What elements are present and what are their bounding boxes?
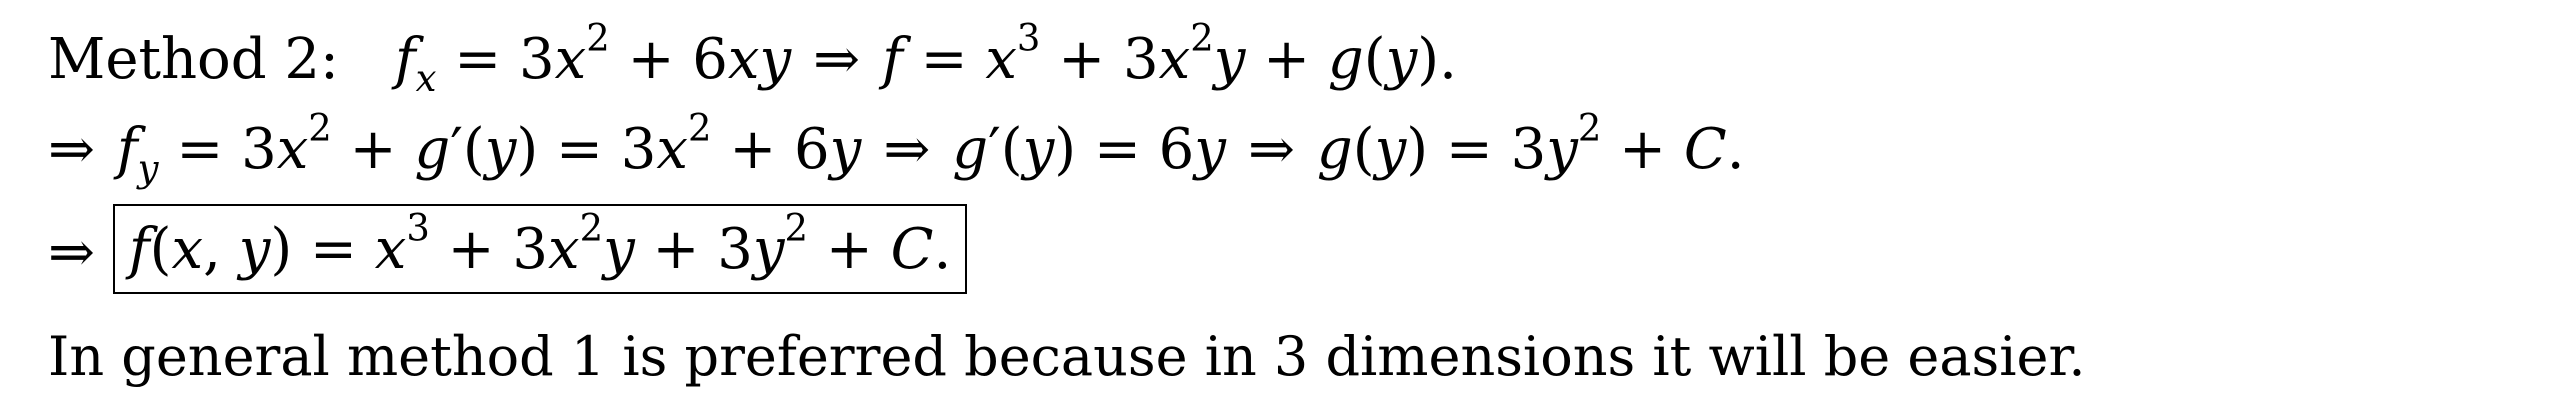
equation-gprime: g′(y) = 6y: [952, 117, 1226, 182]
line-result: [48, 206, 967, 294]
line-method-2: [48, 16, 1457, 100]
boxed-result: f(x, $y) = x^3 + 3x^2y + 3y^2 + C$.: [113, 204, 967, 294]
equation-f: $f = x^3 + 3x^2y + g(y)$.: [882, 16, 1457, 92]
implies-arrow: ⇒: [1247, 117, 1295, 182]
implies-arrow: ⇒: [48, 220, 95, 285]
conclusion-text: In general method 1 is preferred because in 3 dimensions it will be easier.: [48, 325, 2086, 388]
implies-arrow: ⇒: [813, 27, 861, 92]
method-label: Method 2:: [48, 27, 339, 92]
implies-arrow: ⇒: [883, 117, 931, 182]
equation-fx: $f_x = 3x^2 + 6xy$: [394, 16, 792, 100]
implies-arrow: ⇒: [48, 117, 95, 182]
equation-g: $g(y) = 3y^2 + C$.: [1316, 106, 1745, 182]
line-derivative: [48, 106, 1745, 190]
equation-fy: $f_y = 3x^2 + g'(y) = 3x^2 + 6y$: [116, 106, 862, 190]
